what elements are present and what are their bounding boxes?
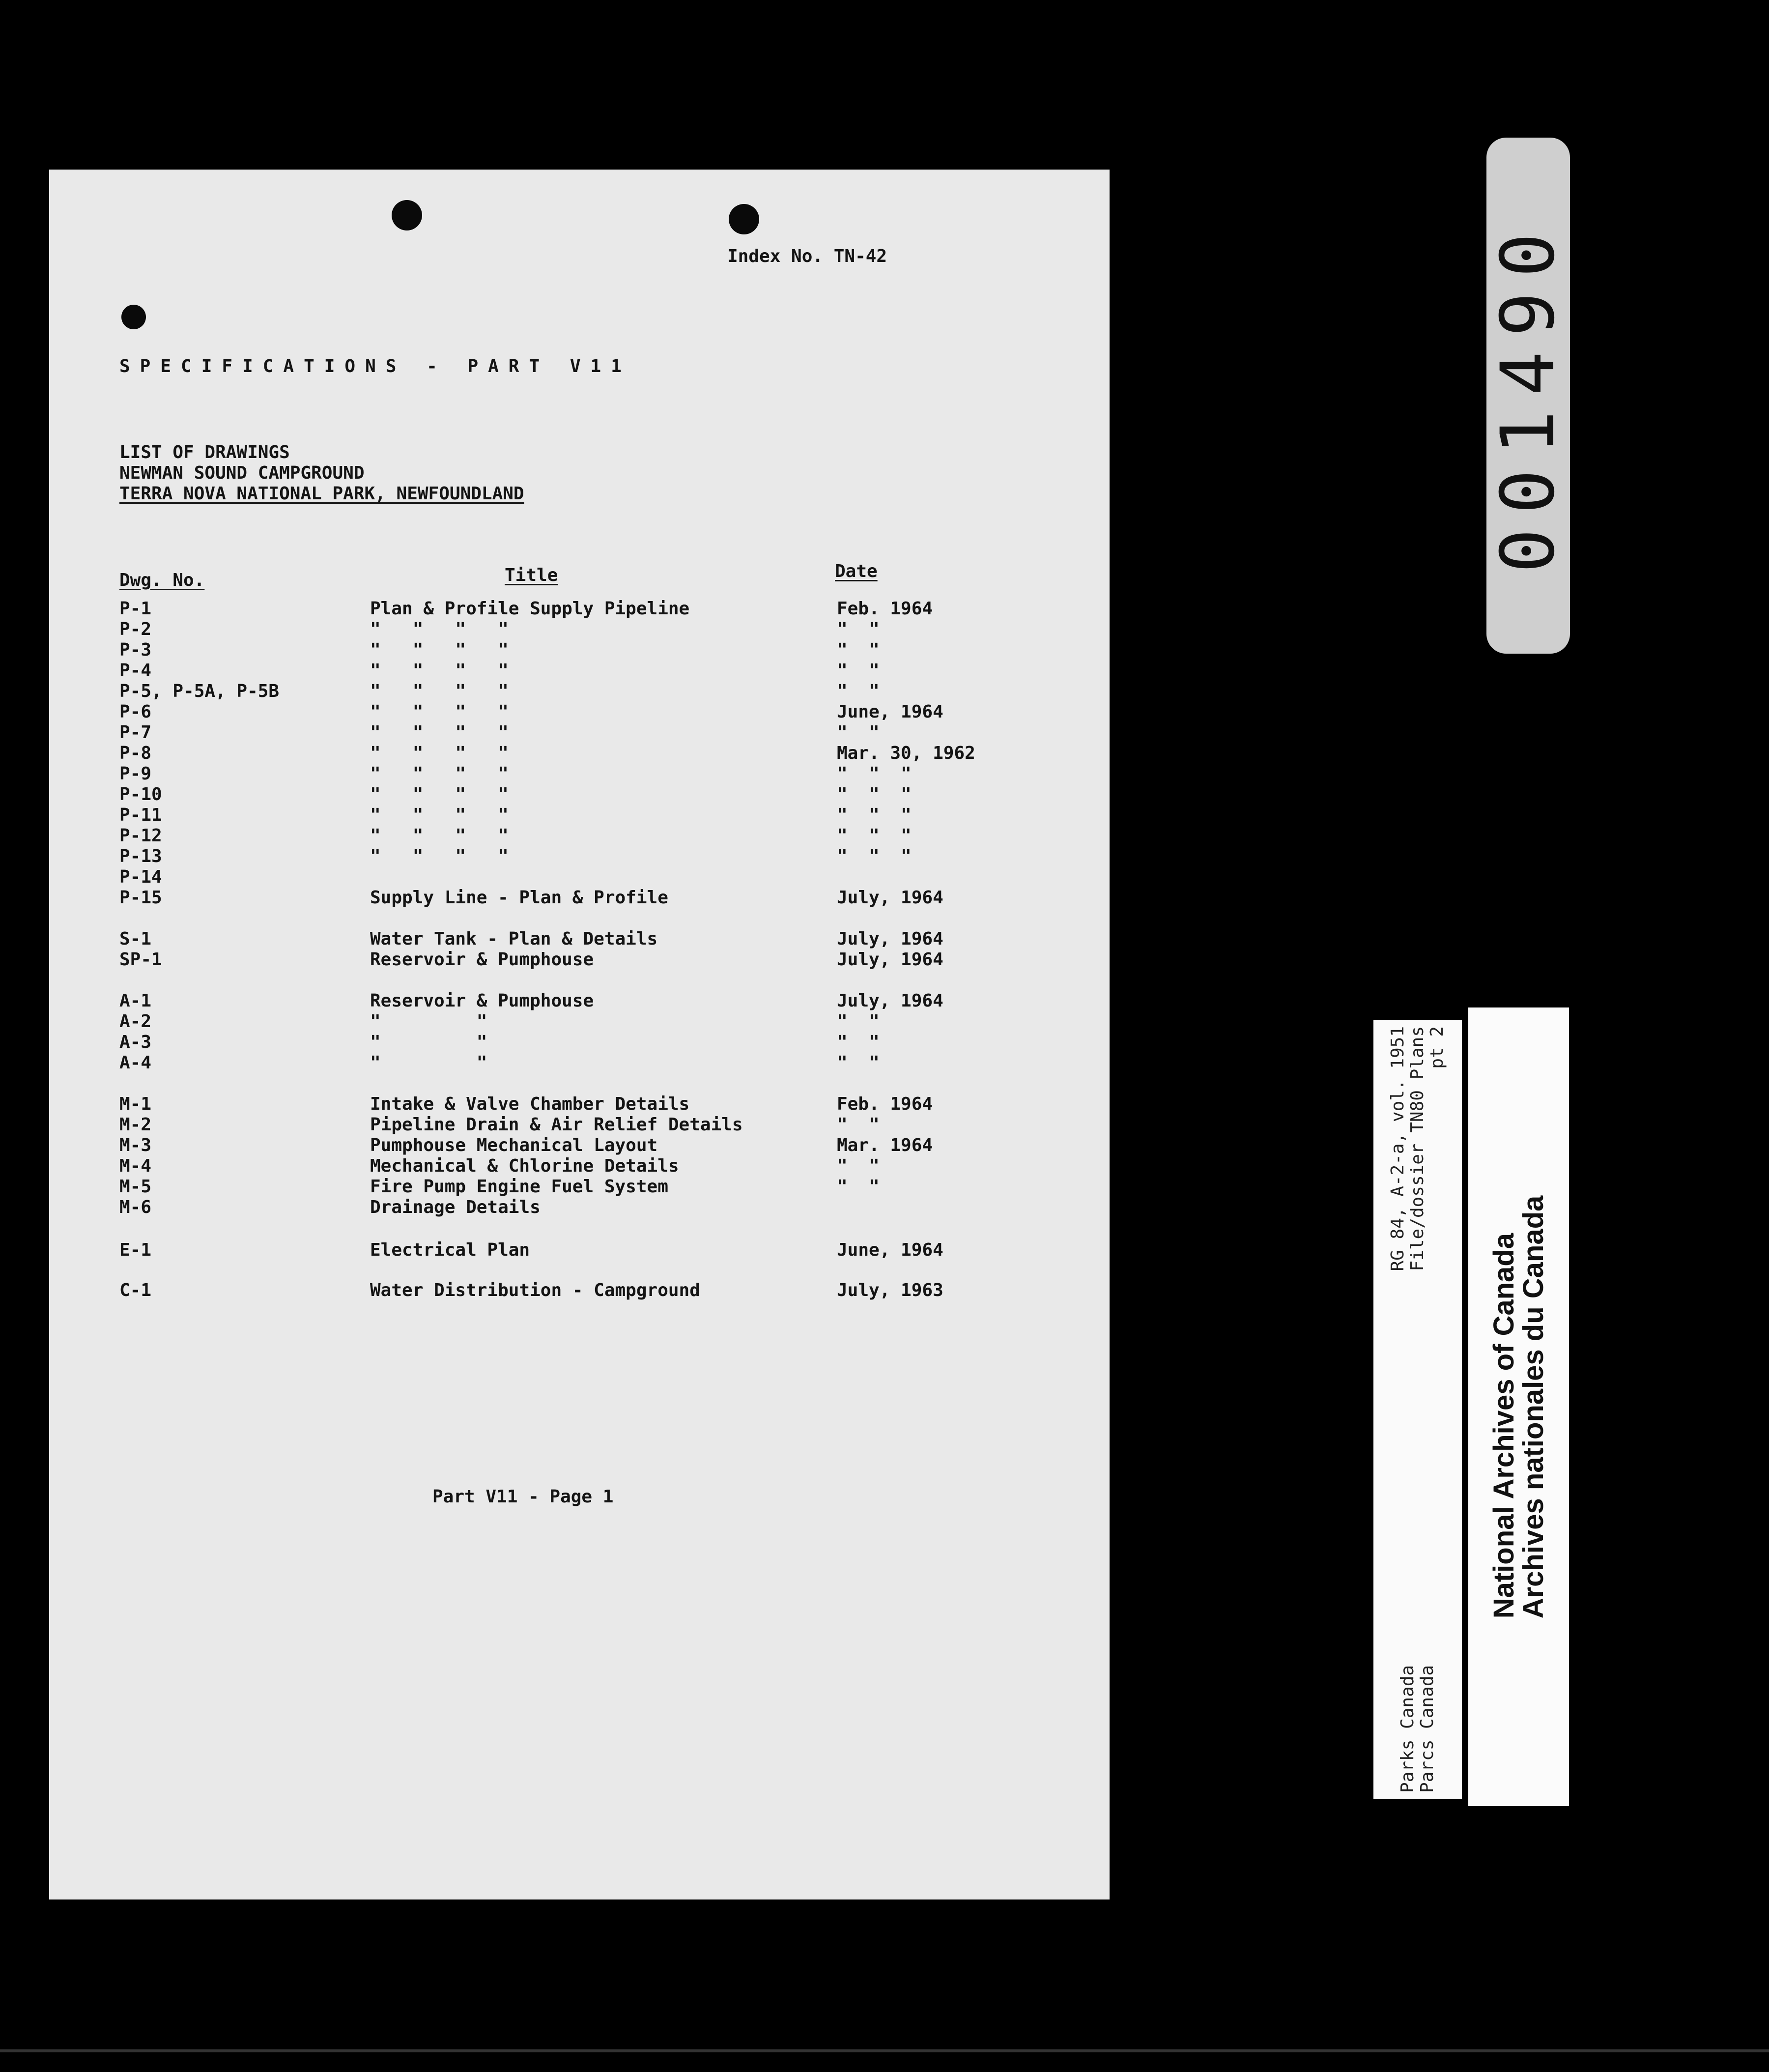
row-date: " " "	[837, 805, 912, 825]
row-date: " "	[837, 681, 880, 701]
row-dwg: P-2	[119, 619, 152, 639]
row-dwg: P-6	[119, 702, 152, 722]
row-dwg: S-1	[119, 929, 152, 949]
row-title: Reservoir & Pumphouse	[370, 950, 594, 970]
archives-en: National Archives of Canada	[1487, 1233, 1520, 1618]
index-number: Index No. TN-42	[727, 246, 887, 266]
col-dwg-header: Dwg. No.	[119, 570, 205, 590]
row-date: July, 1964	[837, 888, 943, 908]
row-dwg: A-4	[119, 1053, 152, 1073]
row-dwg: P-8	[119, 743, 152, 763]
frame-number-label	[1486, 138, 1570, 654]
row-dwg: M-6	[119, 1197, 152, 1217]
col-date-header: Date	[835, 561, 878, 581]
row-date: " " "	[837, 826, 912, 846]
row-dwg: E-1	[119, 1240, 152, 1260]
label-ref-1: RG 84, A-2-a, vol. 1951	[1388, 1026, 1408, 1271]
row-title: " " " "	[370, 805, 509, 825]
frame-number: 001490	[1485, 218, 1571, 573]
label-parks-en: Parks Canada	[1398, 1665, 1418, 1793]
list-line-2: NEWMAN SOUND CAMPGROUND	[119, 463, 365, 483]
row-title: " "	[370, 1032, 487, 1052]
row-title: " " " "	[370, 661, 509, 681]
row-date: " "	[837, 722, 880, 743]
row-date: July, 1963	[837, 1280, 943, 1300]
row-title: Mechanical & Chlorine Details	[370, 1156, 679, 1176]
row-title: " " " "	[370, 640, 509, 660]
row-title: " "	[370, 1053, 487, 1073]
archives-label	[1468, 1007, 1569, 1806]
row-date: Mar. 1964	[837, 1135, 933, 1155]
row-title: " "	[370, 1011, 487, 1032]
row-date: " "	[837, 1011, 880, 1032]
row-date: Feb. 1964	[837, 599, 933, 619]
row-dwg: P-3	[119, 640, 152, 660]
row-title: Pipeline Drain & Air Relief Details	[370, 1115, 743, 1135]
spec-heading: SPECIFICATIONS - PART V11	[119, 356, 631, 376]
row-dwg: M-3	[119, 1135, 152, 1155]
row-title: Water Tank - Plan & Details	[370, 929, 658, 949]
row-date: Mar. 30, 1962	[837, 743, 975, 763]
row-dwg: P-14	[119, 867, 162, 887]
row-title: " " " "	[370, 764, 509, 784]
row-dwg: P-9	[119, 764, 152, 784]
page-footer: Part V11 - Page 1	[432, 1487, 614, 1507]
row-dwg: M-4	[119, 1156, 152, 1176]
row-title: Plan & Profile Supply Pipeline	[370, 599, 690, 619]
row-date: " "	[837, 619, 880, 639]
row-dwg: P-1	[119, 599, 152, 619]
row-title: Intake & Valve Chamber Details	[370, 1094, 690, 1114]
row-title: Pumphouse Mechanical Layout	[370, 1135, 658, 1155]
row-date: " "	[837, 1177, 880, 1197]
label-parks-fr: Parcs Canada	[1417, 1665, 1437, 1793]
row-title: Supply Line - Plan & Profile	[370, 888, 668, 908]
row-dwg: P-7	[119, 722, 152, 743]
scan-edge	[0, 2049, 1769, 2052]
row-date: Feb. 1964	[837, 1094, 933, 1114]
row-dwg: A-3	[119, 1032, 152, 1052]
row-date: " " "	[837, 784, 912, 805]
row-dwg: M-1	[119, 1094, 152, 1114]
row-date: " "	[837, 1156, 880, 1176]
row-title: " " " "	[370, 846, 509, 866]
document-page	[49, 170, 1110, 1899]
row-title: " " " "	[370, 681, 509, 701]
row-title: Water Distribution - Campground	[370, 1280, 700, 1300]
row-date: June, 1964	[837, 702, 943, 722]
row-dwg: P-15	[119, 888, 162, 908]
row-title: " " " "	[370, 722, 509, 743]
row-dwg: M-2	[119, 1115, 152, 1135]
row-dwg: SP-1	[119, 950, 162, 970]
row-date: " "	[837, 1053, 880, 1073]
punch-hole	[392, 200, 422, 230]
row-dwg: P-13	[119, 846, 162, 866]
row-date: June, 1964	[837, 1240, 943, 1260]
row-dwg: A-2	[119, 1011, 152, 1032]
row-dwg: M-5	[119, 1177, 152, 1197]
row-dwg: P-11	[119, 805, 162, 825]
label-ref-2: File/dossier TN80 Plans	[1407, 1026, 1427, 1271]
row-date: July, 1964	[837, 929, 943, 949]
row-date: July, 1964	[837, 950, 943, 970]
reference-label	[1373, 1020, 1462, 1799]
row-title: Fire Pump Engine Fuel System	[370, 1177, 668, 1197]
row-title: " " " "	[370, 702, 509, 722]
list-line-1: LIST OF DRAWINGS	[119, 442, 290, 462]
archives-fr: Archives nationales du Canada	[1517, 1195, 1549, 1618]
row-dwg: P-5, P-5A, P-5B	[119, 681, 280, 701]
row-title: Drainage Details	[370, 1197, 541, 1217]
row-title: " " " "	[370, 743, 509, 763]
row-title: " " " "	[370, 619, 509, 639]
row-date: " "	[837, 1032, 880, 1052]
list-line-3: TERRA NOVA NATIONAL PARK, NEWFOUNDLAND	[119, 484, 524, 504]
row-title: " " " "	[370, 784, 509, 805]
label-ref-3: pt 2	[1427, 1026, 1447, 1069]
row-title: " " " "	[370, 826, 509, 846]
row-date: " "	[837, 640, 880, 660]
row-date: " "	[837, 1115, 880, 1135]
row-date: July, 1964	[837, 991, 943, 1011]
row-date: " " "	[837, 764, 912, 784]
row-dwg: P-4	[119, 661, 152, 681]
punch-hole	[729, 204, 759, 234]
row-date: " " "	[837, 846, 912, 866]
row-dwg: A-1	[119, 991, 152, 1011]
col-title-header: Title	[505, 565, 558, 585]
row-dwg: P-10	[119, 784, 162, 805]
row-title: Electrical Plan	[370, 1240, 530, 1260]
row-dwg: C-1	[119, 1280, 152, 1300]
row-title: Reservoir & Pumphouse	[370, 991, 594, 1011]
row-dwg: P-12	[119, 826, 162, 846]
punch-hole	[121, 305, 146, 329]
row-date: " "	[837, 661, 880, 681]
